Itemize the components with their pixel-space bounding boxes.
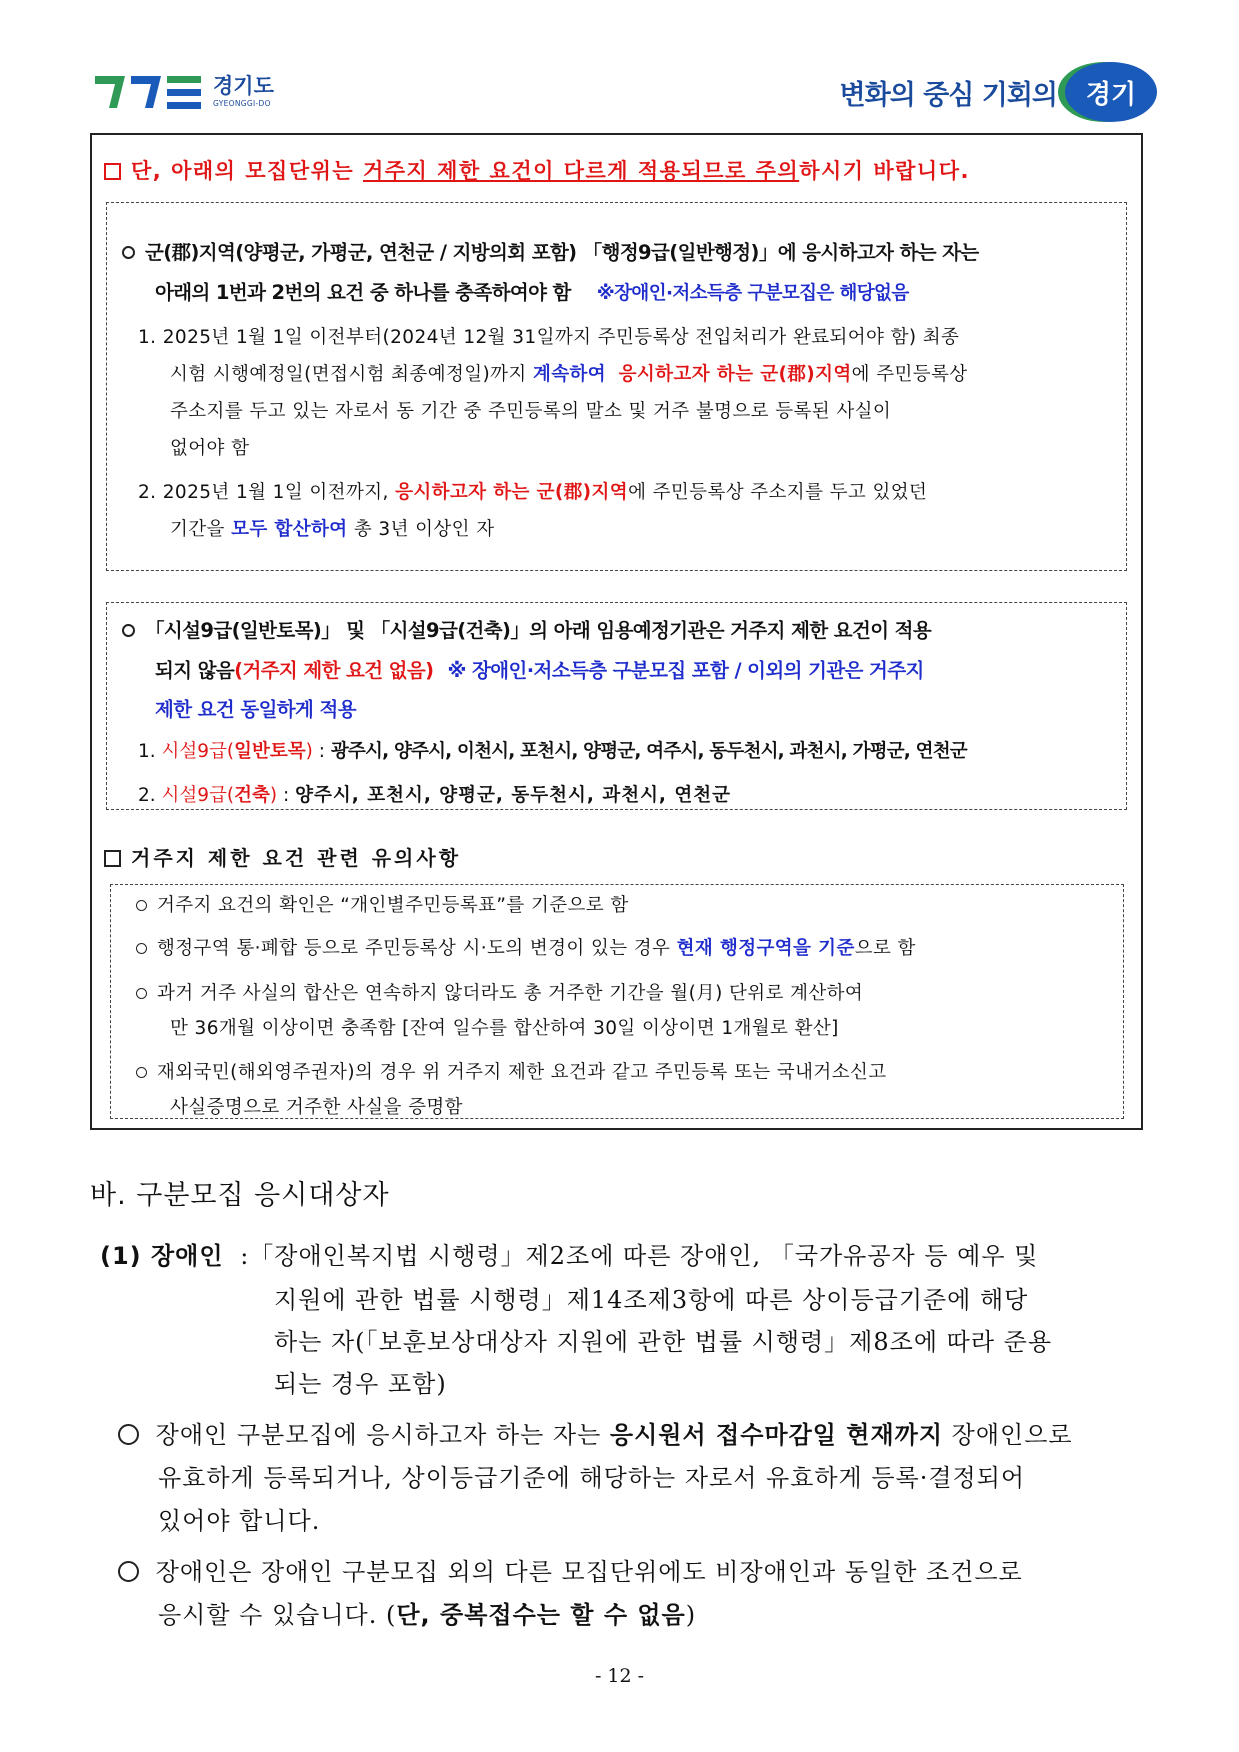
- bullet-circle-icon: [136, 988, 147, 999]
- bullet-circle-icon: [118, 1424, 139, 1445]
- note-4-line-2: 사실증명으로 거주한 사실을 증명함: [170, 1097, 463, 1118]
- county-line-1: 군(郡)지역(양평군, 가평군, 연천군 / 지방의회 포함) 「행정9급(일반행정)」에 응시하고자 하는 자는: [122, 237, 979, 265]
- facility-item-2: 2. 시설9급(건축) : 양주시, 포천시, 양평군, 동두천시, 과천시, 연천군: [138, 785, 732, 806]
- disabled-definition-line-4: 되는 경우 포함): [274, 1370, 447, 1398]
- facility-line-2: 되지 않음(거주지 제한 요건 없음) ※ 장애인·저소득층 구분모집 포함 / 이외의 기관은 거주지: [155, 659, 924, 682]
- county-item-1: 1. 2025년 1월 1일 이전부터(2024년 12월 31일까지 주민등록상 전입처리가 완료되어야 함) 최종: [138, 327, 960, 348]
- disabled-paragraph-1: 장애인 구분모집에 응시하고자 하는 자는 응시원서 접수마감일 현재까지 장애인으로: [118, 1415, 1073, 1450]
- bullet-circle-icon: [122, 246, 135, 259]
- facility-line-1: 「시설9급(일반토목)」 및 「시설9급(건축)」의 아래 임용예정기관은 거주지 제한 요건이 적용: [122, 615, 931, 643]
- county-item-2-line-2: 기간을 모두 합산하여 총 3년 이상인 자: [170, 519, 495, 540]
- bullet-circle-icon: [122, 624, 135, 637]
- note-3: 과거 거주 사실의 합산은 연속하지 않더라도 총 거주한 기간을 월(月) 단위로 계산하여: [136, 979, 863, 1005]
- note-3-line-2: 만 36개월 이상이면 충족함 [잔여 일수를 합산하여 30일 이상이면 1개월로 환산]: [170, 1018, 839, 1039]
- disabled-paragraph-2: 장애인은 장애인 구분모집 외의 다른 모집단위에도 비장애인과 동일한 조건으로: [118, 1552, 1023, 1587]
- section-title: 바. 구분모집 응시대상자: [90, 1180, 390, 1211]
- logo-sub: GYEONGGI-DO: [213, 99, 271, 109]
- note-2: 행정구역 통·폐합 등으로 주민등록상 시·도의 변경이 있는 경우 현재 행정구역을 기준으로 함: [136, 934, 916, 960]
- facility-item-1: 1. 시설9급(일반토목) : 광주시, 양주시, 이천시, 포천시, 양평군, 여주시, 동두천시, 과천시, 가평군, 연천군: [138, 741, 967, 762]
- bullet-circle-icon: [118, 1561, 139, 1582]
- disabled-definition: (1) 장애인 :「장애인복지법 시행령」제2조에 따른 장애인, 「국가유공자 등 예우 및: [100, 1242, 1039, 1270]
- gyeonggi-logo: [95, 70, 274, 114]
- page-number: - 12 -: [594, 1665, 645, 1687]
- bullet-circle-icon: [136, 1067, 147, 1078]
- county-line-2: 아래의 1번과 2번의 요건 중 하나를 충족하여야 함 ※장애인·저소득층 구분모집은 해당없음: [155, 281, 909, 304]
- disabled-paragraph-1-line-2: 유효하게 등록되거나, 상이등급기준에 해당하는 자로서 유효하게 등록·결정되어: [158, 1464, 1026, 1492]
- logo-name: 경기도: [213, 74, 274, 99]
- disabled-definition-line-2: 지원에 관한 법률 시행령」제14조제3항에 따른 상이등급기준에 해당: [274, 1286, 1029, 1314]
- slogan-logo: [840, 62, 1157, 122]
- notice-heading: 단, 아래의 모집단위는 거주지 제한 요건이 다르게 적용되므로 주의하시기 바랍니다.: [104, 155, 970, 185]
- gyeonggi-logo-mark-icon: [95, 70, 207, 114]
- note-4: 재외국민(해외영주권자)의 경우 위 거주지 제한 요건과 같고 주민등록 또는 국내거소신고: [136, 1058, 887, 1084]
- checkbox-icon: [104, 163, 121, 180]
- disabled-paragraph-2-line-2: 응시할 수 있습니다. (단, 중복접수는 할 수 없음): [158, 1601, 697, 1629]
- county-item-1-line-4: 없어야 함: [170, 438, 250, 459]
- bullet-circle-icon: [136, 943, 147, 954]
- slogan-text: 변화의 중심 기회의: [839, 79, 1057, 111]
- bullet-circle-icon: [136, 900, 147, 911]
- facility-line-3: 제한 요건 동일하게 적용: [155, 698, 356, 721]
- county-item-2: 2. 2025년 1월 1일 이전까지, 응시하고자 하는 군(郡)지역에 주민등록상 주소지를 두고 있었던: [138, 482, 928, 503]
- slogan-badge: 경기: [1065, 62, 1157, 122]
- note-1: 거주지 요건의 확인은 “개인별주민등록표”를 기준으로 함: [136, 891, 629, 917]
- county-item-1-line-2: 시험 시행예정일(면접시험 최종예정일)까지 계속하여 응시하고자 하는 군(郡)지역에 주민등록상: [170, 364, 968, 385]
- checkbox-icon: [104, 850, 121, 867]
- disabled-definition-line-3: 하는 자(「보훈보상대상자 지원에 관한 법률 시행령」제8조에 따라 준용: [274, 1328, 1053, 1356]
- county-item-1-line-3: 주소지를 두고 있는 자로서 동 기간 중 주민등록의 말소 및 거주 불명으로 등록된 사실이: [170, 401, 892, 422]
- notes-heading: 거주지 제한 요건 관련 유의사항: [104, 842, 461, 871]
- disabled-paragraph-1-line-3: 있어야 합니다.: [158, 1507, 321, 1535]
